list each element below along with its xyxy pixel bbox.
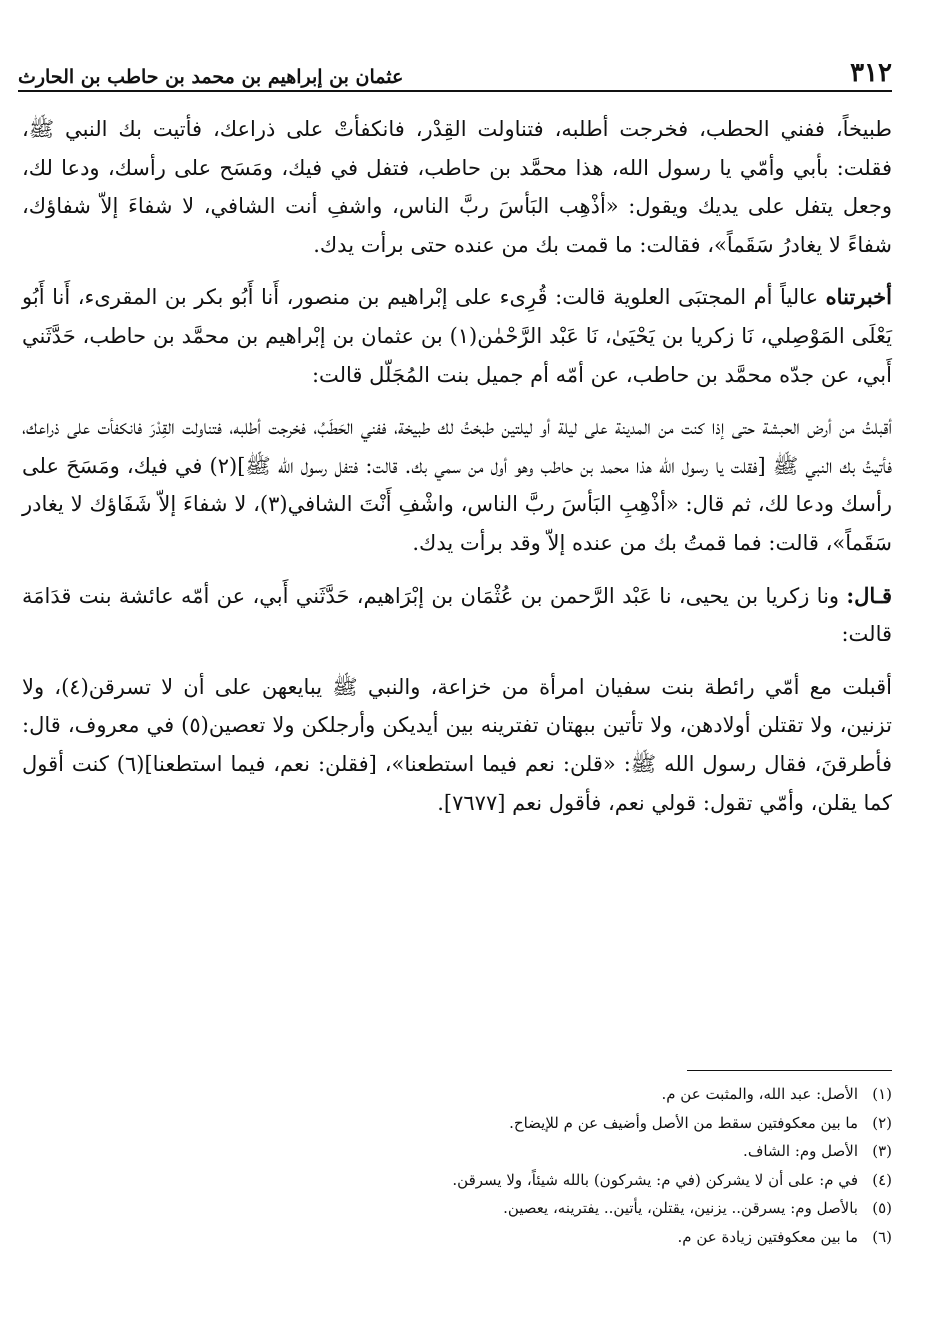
footnote-number: (٥)	[872, 1199, 892, 1217]
paragraph: طبيخاً، ففني الحطب، فخرجت أطلبه، فتناولت القِدْر، فانكفأتْ على ذراعك، فأتيت بك النبي ﷺ، فقلت: بأبي وأمّي يا رسول الله، هذا محمَّد بن حاطب، فتفل في فيك، ومَسَح على رأسك، ودعا لك، وجعل يتفل على يديك ويقول: «أذْهِب البَأسَ ربَّ الناس، واشفِ أنت الشافي، لا شفاءَ إلاّ شفاؤك، شفاءً لا يغادرُ سَقَماً»، فقالت: ما قمت بك من عنده حتى برأت يدك.	[22, 117, 892, 257]
footnote-number: (٣)	[872, 1142, 892, 1160]
page-number: ٣١٢	[850, 58, 892, 88]
paragraph	[22, 278, 892, 394]
footnote	[22, 1080, 892, 1109]
header-rule	[18, 90, 892, 92]
footnote	[22, 1223, 892, 1252]
main-text	[22, 110, 892, 822]
footnote-text: بالأصل وم: يسرقن.. يزنين، يقتلن، يأتين.. يفترينه، يعصين.	[503, 1199, 858, 1217]
footnote-rule	[687, 1070, 892, 1071]
paragraph-text: ونا زكريا بن يحيى، نا عَبْد الرَّحمن بن عُثْمَان بن إبْرَاهيم، حَدَّثَني أَبي، عن أمّه عائشة بنت قدَامَة قالت:	[22, 583, 892, 647]
footnote-number: (٦)	[872, 1227, 892, 1246]
footnote-text: الأصل وم: الشاف.	[743, 1142, 858, 1160]
footnote-text: ما بين معكوفتين سقط من الأصل وأضيف عن م للإيضاح.	[509, 1113, 858, 1132]
page-header	[18, 48, 892, 88]
footnote-number: (٢)	[872, 1113, 892, 1132]
footnotes	[22, 1080, 892, 1251]
footnote	[22, 1166, 892, 1195]
paragraph: أقبلت مع أمّي رائطة بنت سفيان امرأة من خزاعة، والنبي ﷺ يبايعهن على أن لا تسرقن(٤)، ولا تزنين، ولا تقتلن أولادهن، ولا تأتين ببهتان تفترينه بين أيديكن وأرجلكن ولا تعصين(٥) في معروف، قال: فأطرقنَ، فقال رسول الله ﷺ: «قلن: نعم فيما استطعنا»، [فقلن: نعم، فيما استطعنا](٦) كنت أقول كما يقلن، وأمّي تقول: قولي نعم، فأقول نعم [٧٦٧٧].	[22, 674, 892, 815]
running-title: عثمان بن إبراهيم بن محمد بن حاطب بن الحارث	[18, 66, 404, 88]
footnote	[22, 1109, 892, 1138]
paragraph-lead: قـال:	[846, 582, 892, 608]
paragraph-text: عالياً أم المجتبَى العلوية قالت: قُرِىء على إبْراهيم بن منصور، أَنا أَبُو بكر بن المقرىء، أَنا أَبُو يَعْلَى المَوْصِلي، نَا زكريا بن يَحْيَىٰ، نَا عَبْد الرَّحْمٰن(١) بن عثمان بن إبْراهيم بن محمَّد بن حاطب، حَدَّثَني أَبي، عن جدّه محمَّد بن حاطب، عن أمّه أم جميل بنت المُجَلّل قالت:	[22, 285, 892, 387]
paragraph-lead: أخبرتناه	[825, 284, 892, 310]
paragraph	[22, 577, 892, 654]
paragraph: أقبلتُ من أرض الحبشة حتى إذا كنت من المدينة على ليلة أو ليلتين طبختُ لك طبيخة، ففني الحَطَبُ، فخرجت أطلبه، فتناولت القِدْرَ فانكفأت على ذراعك، فأتيتُ بك النبي ﷺ [فقلت يا رسول الله هذا محمد بن حاطب وهو أول من سمي بك. قالت: فتفل رسول الله ﷺ](٢) في فيك، ومَسَحَ على رأسك ودعا لك، ثم قال: «أذْهِبِ البَأسَ ربَّ الناس، واشْفِ أَنْتَ الشافي(٣)، لا شفاءَ إلاّ شَفَاؤك لا يغادر سَقَماً»، قالت: فما قمتُ بك من عنده إلاّ وقد برأت يدك.	[22, 415, 893, 555]
footnote-number: (١)	[872, 1085, 892, 1103]
footnote-text: الأصل: عبد الله، والمثبت عن م.	[661, 1085, 858, 1103]
footnote	[22, 1137, 892, 1166]
footnote-number: (٤)	[872, 1170, 892, 1189]
footnote-text: في م: على أن لا يشركن (في م: يشركون) بالله شيئاً، ولا يسرقن.	[452, 1170, 858, 1189]
footnote	[22, 1194, 892, 1223]
footnote-text: ما بين معكوفتين زيادة عن م.	[677, 1227, 858, 1246]
